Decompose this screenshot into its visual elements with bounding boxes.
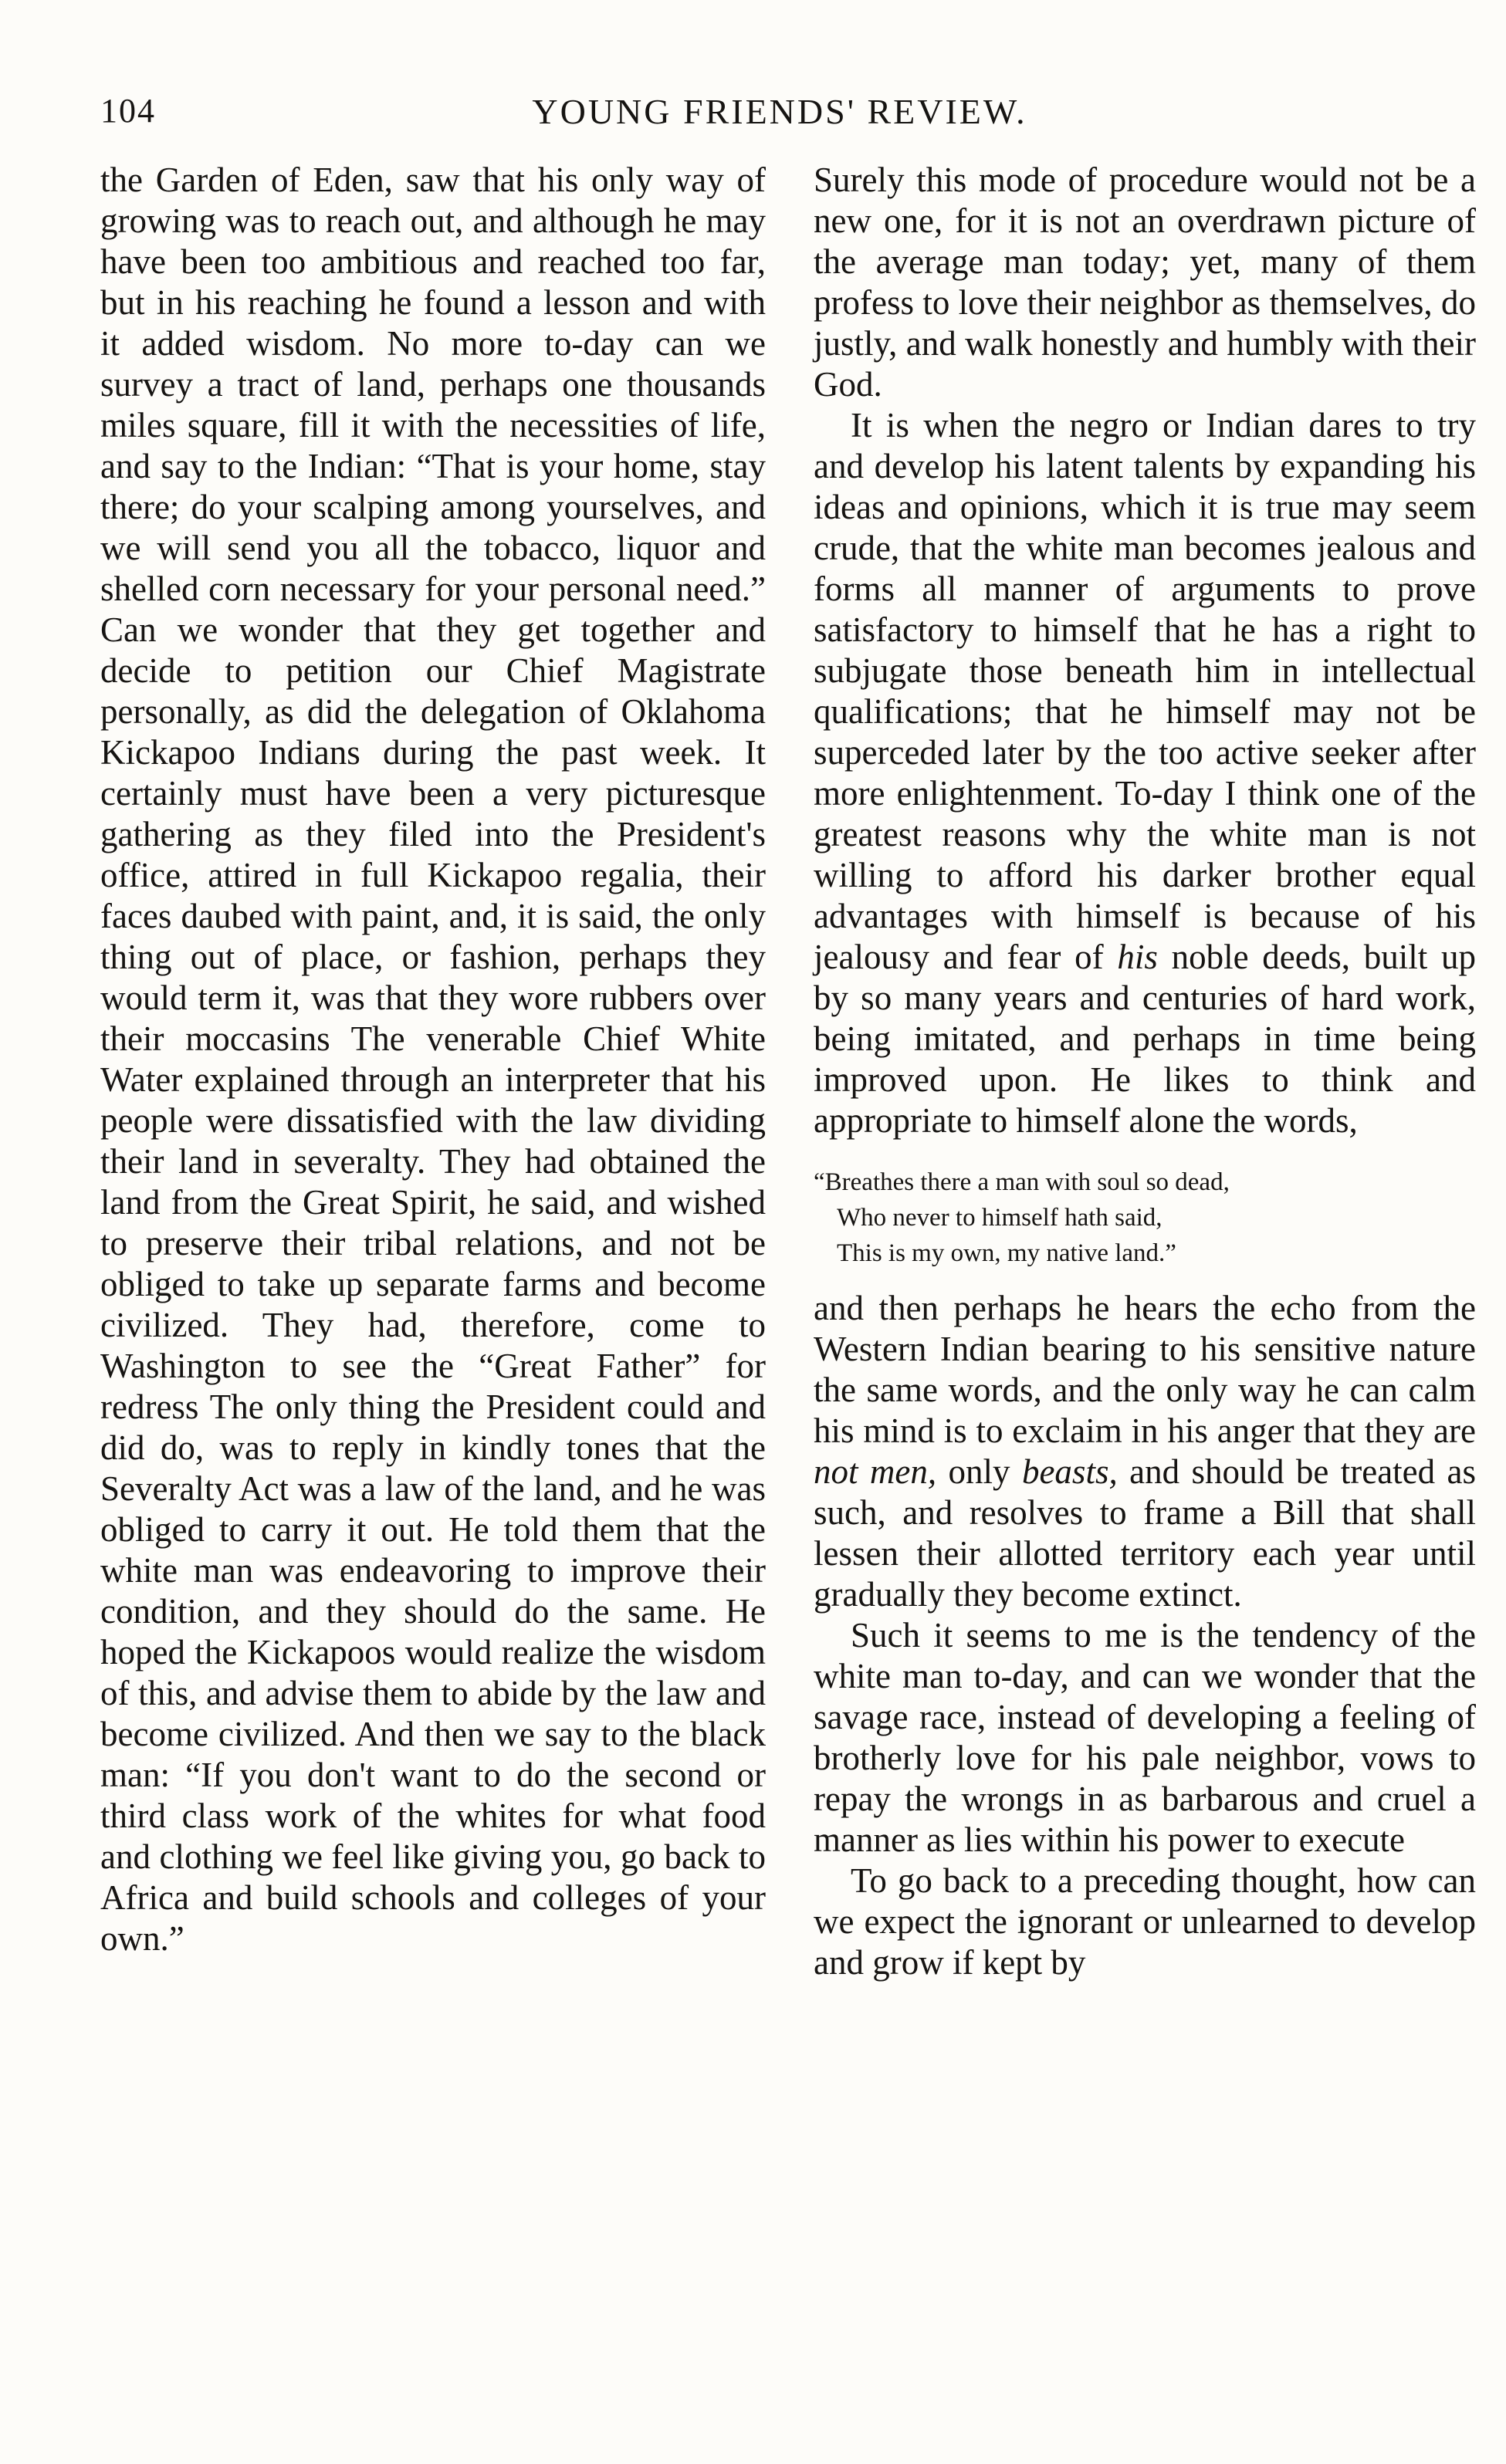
right-paragraph-2-text-b: noble deeds, built up by so many years and centuries of hard work, being imitated, and perhaps in time being improved upon. He likes to think and appropriate to himself alone the words,	[814, 938, 1477, 1140]
right-paragraph-1: Surely this mode of procedure would not be a new one, for it is not an overdrawn picture of the average man today; yet, many of them profess to love their neighbor as themselves, do justly, and walk honestly and humbly with their God.	[814, 161, 1476, 404]
right-paragraph-5: To go back to a preceding thought, how can we expect the ignorant or unlearned to develop and grow if kept by	[814, 1861, 1476, 1982]
page-number: 104	[100, 92, 156, 130]
verse-line-3: This is my own, my native land.”	[837, 1239, 1176, 1267]
left-column	[100, 160, 766, 1959]
emphasis-beasts: beasts,	[1021, 1452, 1118, 1491]
right-paragraph-2-text-a: It is when the negro or Indian dares to try and develop his latent talents by expanding his ideas and opinions, which it is true may seem crude, that the white man becomes jealous and forms all manner of arguments to prove satisfactory to himself that he has a right to subjugate those beneath him in intellectual qualifications; that he himself may not be superceded later by the too active seeker after more enlightenment. To-day I think one of the greatest reasons why the white man is not willing to afford his darker brother equal advantages with himself is because of his jealousy and fear of	[814, 406, 1476, 976]
right-paragraph-2	[814, 405, 1476, 1141]
emphasis-his: his	[1117, 938, 1158, 976]
right-column	[814, 160, 1476, 1983]
right-paragraph-3-text-a: and then perhaps he hears the echo from the Western Indian bearing to his sensitive nature the same words, and the only way he can calm his mind is to exclaim in his anger that they are	[814, 1289, 1476, 1450]
left-paragraph-1: the Garden of Eden, saw that his only way of growing was to reach out, and although he may have been too ambitious and reached too far, but in his reaching he found a lesson and with it added wisdom. No more to-day can we survey a tract of land, perhaps one thousands miles square, fill it with the necessities of life, and say to the Indian: “That is your home, stay there; do your scalping among yourselves, and we will send you all the tobacco, liquor and shelled corn necessary for your personal need.” Can we wonder that they get together and decide to petition our Chief Magistrate personally, as did the delegation of Oklahoma Kickapoo Indians during the past week. It certainly must have been a very picturesque gathering as they filed into the President's office, attired in full Kickapoo regalia, their faces daubed with paint, and, it is said, the only thing out of place, or fashion, perhaps they would term it, was that they wore rubbers over their moccasins The venerable Chief White Water explained through an interpreter that his people were dissatisfied with the law dividing their land in severalty. They had obtained the land from the Great Spirit, he said, and wished to preserve their tribal relations, and not be obliged to take up separate farms and become civilized. They had, therefore, come to Washington to see the “Great Father” for redress The only thing the President could and did do, was to reply in kindly tones that the Severalty Act was a law of the land, and he was obliged to carry it out. He told them that the white man was endeavoring to improve their condition, and they should do the same. He hoped the Kickapoos would realize the wisdom of this, and advise them to abide by the law and become civilized. And then we say to the black man: “If you don't want to do the second or third class work of the whites for what food and clothing we feel like giving you, go back to Africa and build schools and colleges of your own.”	[100, 161, 766, 1958]
page-header	[100, 91, 1459, 145]
right-paragraph-3	[814, 1288, 1476, 1615]
emphasis-not-men: not men,	[814, 1452, 937, 1491]
verse-line-1: “Breathes there a man with soul so dead,	[814, 1168, 1230, 1196]
verse-line-2: Who never to himself hath said,	[837, 1204, 1162, 1232]
running-title: YOUNG FRIENDS' REVIEW.	[532, 92, 1027, 131]
verse-quotation	[814, 1164, 1476, 1271]
right-paragraph-3-text-only: only	[948, 1452, 1010, 1491]
right-paragraph-3-text-b: and should be treated as such, and resolves to frame a Bill that shall lessen their allotted territory each year until gradually they become extinct.	[814, 1452, 1477, 1614]
right-paragraph-4: Such it seems to me is the tendency of the white man to-day, and can we wonder that the savage race, instead of developing a feeling of brotherly love for his pale neighbor, vows to repay the wrongs in as barbarous and cruel a manner as lies within his power to execute	[814, 1616, 1476, 1859]
